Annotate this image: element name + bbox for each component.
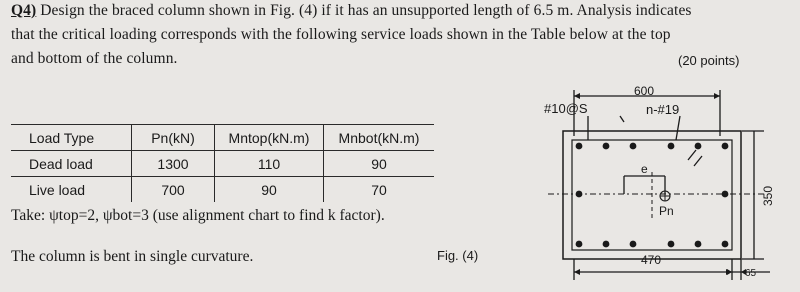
table-row <box>11 177 434 203</box>
header-pn: Pn(kN) <box>132 125 215 151</box>
dim-offset-label: 65 <box>745 268 757 279</box>
question-line-1-text: Design the braced column shown in Fig. (4) if it has an unsupported length of 6.5 m. Analysis indicates <box>36 2 692 19</box>
table-cell: Dead load <box>11 151 132 177</box>
column-section-figure <box>520 76 792 288</box>
rebar <box>630 241 637 248</box>
table-cell: 90 <box>215 177 324 203</box>
take-instruction: Take: ψtop=2, ψbot=3 (use alignment chart to find k factor). <box>11 207 385 224</box>
table-row <box>11 151 434 177</box>
rebar <box>722 191 729 198</box>
rebar <box>576 143 583 150</box>
question-line-3: and bottom of the column. <box>11 50 178 67</box>
tie-label: #10@S <box>544 101 588 116</box>
rebar <box>576 241 583 248</box>
points-label: (20 points) <box>678 53 740 68</box>
header-load-type: Load Type <box>11 125 132 151</box>
rebar <box>722 241 729 248</box>
curvature-note: The column is bent in single curvature. <box>11 248 254 265</box>
rebar <box>722 143 729 150</box>
bars-label: n-#19 <box>646 102 680 117</box>
rebar <box>668 241 675 248</box>
table-cell: Live load <box>11 177 132 203</box>
rebar <box>695 143 702 150</box>
question-number: Q4) <box>11 2 37 19</box>
ecc-label: e <box>641 162 648 176</box>
rebar <box>695 241 702 248</box>
header-mnbot: Mnbot(kN.m) <box>324 125 435 151</box>
dim-top-label: 600 <box>634 84 655 98</box>
loads-table <box>11 124 434 202</box>
rebar <box>630 143 637 150</box>
table-cell: 110 <box>215 151 324 177</box>
rebar <box>576 191 583 198</box>
figure-label: Fig. (4) <box>437 248 479 263</box>
question-line-2: that the critical loading corresponds with the following service loads shown in the Table below at the top <box>11 26 671 43</box>
header-mntop: Mntop(kN.m) <box>215 125 324 151</box>
table-header-row <box>11 125 434 151</box>
table-cell: 700 <box>132 177 215 203</box>
dim-bottom-label: 470 <box>641 253 662 267</box>
table-cell: 70 <box>371 181 387 198</box>
rebar <box>603 143 610 150</box>
rebar <box>603 241 610 248</box>
dim-right-label: 350 <box>761 185 775 206</box>
table-cell: 90 <box>324 151 435 177</box>
question-line-1 <box>11 2 692 20</box>
load-label: Pn <box>659 204 674 218</box>
rebar <box>668 143 675 150</box>
table-cell: 1300 <box>132 151 215 177</box>
